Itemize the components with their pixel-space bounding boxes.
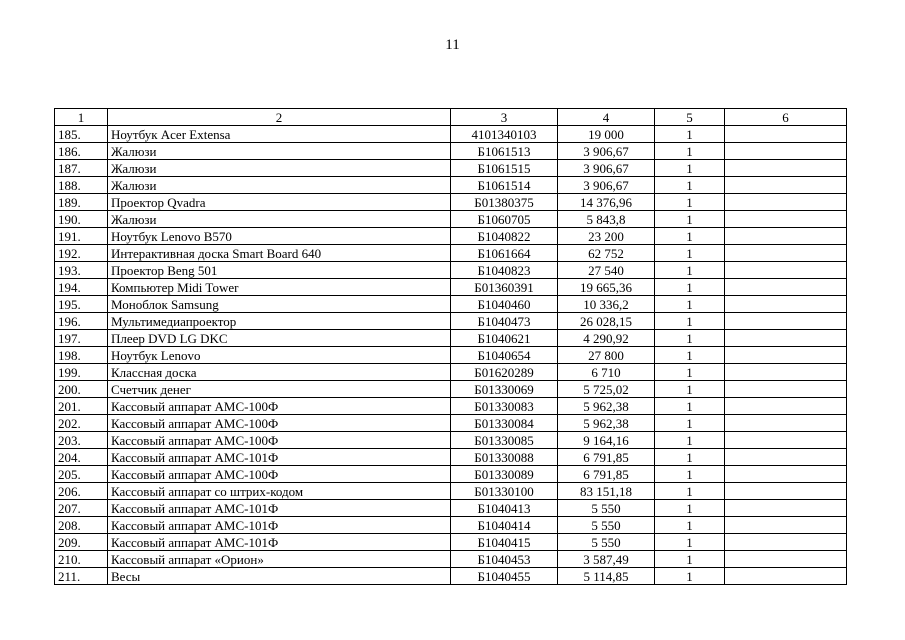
cost-cell: 6 791,85 <box>558 466 655 483</box>
quantity-cell: 1 <box>655 313 725 330</box>
column-header-3: 3 <box>451 109 558 126</box>
cost-cell: 27 800 <box>558 347 655 364</box>
inventory-code-cell: Б01330085 <box>451 432 558 449</box>
inventory-code-cell: Б1061515 <box>451 160 558 177</box>
item-name-cell: Кассовый аппарат АМС-101Ф <box>108 500 451 517</box>
table-row <box>55 364 847 381</box>
inventory-code-cell: Б1040823 <box>451 262 558 279</box>
header-row <box>55 109 847 126</box>
row-number-cell: 200. <box>55 381 108 398</box>
quantity-cell: 1 <box>655 143 725 160</box>
row-number-cell: 199. <box>55 364 108 381</box>
note-cell <box>725 228 847 245</box>
inventory-code-cell: Б01330089 <box>451 466 558 483</box>
cost-cell: 5 550 <box>558 500 655 517</box>
item-name-cell: Проектор Beng 501 <box>108 262 451 279</box>
row-number-cell: 197. <box>55 330 108 347</box>
table-row <box>55 500 847 517</box>
item-name-cell: Жалюзи <box>108 160 451 177</box>
item-name-cell: Ноутбук Lenovo <box>108 347 451 364</box>
quantity-cell: 1 <box>655 262 725 279</box>
inventory-code-cell: Б1061514 <box>451 177 558 194</box>
item-name-cell: Кассовый аппарат «Орион» <box>108 551 451 568</box>
row-number-cell: 192. <box>55 245 108 262</box>
item-name-cell: Интерактивная доска Smart Board 640 <box>108 245 451 262</box>
item-name-cell: Кассовый аппарат АМС-100Ф <box>108 415 451 432</box>
table-row <box>55 551 847 568</box>
cost-cell: 5 962,38 <box>558 415 655 432</box>
inventory-code-cell: Б01330083 <box>451 398 558 415</box>
note-cell <box>725 517 847 534</box>
quantity-cell: 1 <box>655 398 725 415</box>
inventory-code-cell: Б1040460 <box>451 296 558 313</box>
cost-cell: 19 665,36 <box>558 279 655 296</box>
note-cell <box>725 126 847 143</box>
quantity-cell: 1 <box>655 415 725 432</box>
note-cell <box>725 160 847 177</box>
table-row <box>55 126 847 143</box>
inventory-code-cell: Б01330069 <box>451 381 558 398</box>
row-number-cell: 209. <box>55 534 108 551</box>
inventory-code-cell: Б1040822 <box>451 228 558 245</box>
quantity-cell: 1 <box>655 126 725 143</box>
item-name-cell: Компьютер Midi Tower <box>108 279 451 296</box>
item-name-cell: Классная доска <box>108 364 451 381</box>
table-row <box>55 432 847 449</box>
row-number-cell: 188. <box>55 177 108 194</box>
quantity-cell: 1 <box>655 296 725 313</box>
note-cell <box>725 177 847 194</box>
item-name-cell: Плеер DVD LG DKC <box>108 330 451 347</box>
note-cell <box>725 500 847 517</box>
inventory-code-cell: Б1061513 <box>451 143 558 160</box>
note-cell <box>725 296 847 313</box>
quantity-cell: 1 <box>655 517 725 534</box>
note-cell <box>725 279 847 296</box>
table-row <box>55 245 847 262</box>
quantity-cell: 1 <box>655 500 725 517</box>
item-name-cell: Кассовый аппарат АМС-100Ф <box>108 466 451 483</box>
column-header-1: 1 <box>55 109 108 126</box>
note-cell <box>725 466 847 483</box>
cost-cell: 9 164,16 <box>558 432 655 449</box>
note-cell <box>725 415 847 432</box>
quantity-cell: 1 <box>655 551 725 568</box>
inventory-code-cell: Б1040414 <box>451 517 558 534</box>
cost-cell: 5 550 <box>558 517 655 534</box>
quantity-cell: 1 <box>655 381 725 398</box>
row-number-cell: 193. <box>55 262 108 279</box>
row-number-cell: 205. <box>55 466 108 483</box>
note-cell <box>725 449 847 466</box>
row-number-cell: 203. <box>55 432 108 449</box>
item-name-cell: Кассовый аппарат АМС-101Ф <box>108 534 451 551</box>
quantity-cell: 1 <box>655 330 725 347</box>
note-cell <box>725 245 847 262</box>
row-number-cell: 208. <box>55 517 108 534</box>
note-cell <box>725 364 847 381</box>
item-name-cell: Весы <box>108 568 451 585</box>
item-name-cell: Моноблок Samsung <box>108 296 451 313</box>
note-cell <box>725 398 847 415</box>
table-row <box>55 262 847 279</box>
table-row <box>55 415 847 432</box>
item-name-cell: Кассовый аппарат АМС-100Ф <box>108 432 451 449</box>
table-row <box>55 517 847 534</box>
quantity-cell: 1 <box>655 432 725 449</box>
table-row <box>55 143 847 160</box>
inventory-code-cell: Б1040473 <box>451 313 558 330</box>
item-name-cell: Ноутбук Acer Extensa <box>108 126 451 143</box>
note-cell <box>725 262 847 279</box>
inventory-code-cell: Б1040415 <box>451 534 558 551</box>
quantity-cell: 1 <box>655 449 725 466</box>
table-row <box>55 177 847 194</box>
inventory-code-cell: Б1040654 <box>451 347 558 364</box>
inventory-code-cell: Б1040453 <box>451 551 558 568</box>
cost-cell: 62 752 <box>558 245 655 262</box>
note-cell <box>725 568 847 585</box>
quantity-cell: 1 <box>655 534 725 551</box>
note-cell <box>725 551 847 568</box>
row-number-cell: 195. <box>55 296 108 313</box>
table-row <box>55 398 847 415</box>
table-row <box>55 568 847 585</box>
table-row <box>55 483 847 500</box>
inventory-code-cell: Б1061664 <box>451 245 558 262</box>
table-row <box>55 160 847 177</box>
item-name-cell: Жалюзи <box>108 177 451 194</box>
row-number-cell: 190. <box>55 211 108 228</box>
table-row <box>55 330 847 347</box>
row-number-cell: 189. <box>55 194 108 211</box>
note-cell <box>725 211 847 228</box>
row-number-cell: 210. <box>55 551 108 568</box>
table-row <box>55 534 847 551</box>
table-row <box>55 449 847 466</box>
inventory-code-cell: 4101340103 <box>451 126 558 143</box>
row-number-cell: 202. <box>55 415 108 432</box>
row-number-cell: 191. <box>55 228 108 245</box>
cost-cell: 3 906,67 <box>558 160 655 177</box>
table-row <box>55 228 847 245</box>
quantity-cell: 1 <box>655 568 725 585</box>
inventory-code-cell: Б01330084 <box>451 415 558 432</box>
column-header-5: 5 <box>655 109 725 126</box>
column-header-2: 2 <box>108 109 451 126</box>
cost-cell: 26 028,15 <box>558 313 655 330</box>
inventory-code-cell: Б01380375 <box>451 194 558 211</box>
row-number-cell: 186. <box>55 143 108 160</box>
note-cell <box>725 313 847 330</box>
cost-cell: 3 906,67 <box>558 177 655 194</box>
cost-cell: 6 710 <box>558 364 655 381</box>
quantity-cell: 1 <box>655 177 725 194</box>
row-number-cell: 187. <box>55 160 108 177</box>
item-name-cell: Проектор Qvadra <box>108 194 451 211</box>
column-header-4: 4 <box>558 109 655 126</box>
inventory-table <box>54 108 847 585</box>
cost-cell: 5 725,02 <box>558 381 655 398</box>
row-number-cell: 206. <box>55 483 108 500</box>
row-number-cell: 201. <box>55 398 108 415</box>
cost-cell: 83 151,18 <box>558 483 655 500</box>
item-name-cell: Жалюзи <box>108 211 451 228</box>
note-cell <box>725 432 847 449</box>
note-cell <box>725 143 847 160</box>
row-number-cell: 185. <box>55 126 108 143</box>
inventory-code-cell: Б01360391 <box>451 279 558 296</box>
row-number-cell: 204. <box>55 449 108 466</box>
cost-cell: 5 114,85 <box>558 568 655 585</box>
inventory-code-cell: Б01620289 <box>451 364 558 381</box>
note-cell <box>725 330 847 347</box>
item-name-cell: Жалюзи <box>108 143 451 160</box>
cost-cell: 4 290,92 <box>558 330 655 347</box>
quantity-cell: 1 <box>655 211 725 228</box>
note-cell <box>725 381 847 398</box>
cost-cell: 23 200 <box>558 228 655 245</box>
row-number-cell: 211. <box>55 568 108 585</box>
row-number-cell: 196. <box>55 313 108 330</box>
note-cell <box>725 483 847 500</box>
quantity-cell: 1 <box>655 364 725 381</box>
item-name-cell: Кассовый аппарат АМС-101Ф <box>108 449 451 466</box>
cost-cell: 19 000 <box>558 126 655 143</box>
cost-cell: 5 843,8 <box>558 211 655 228</box>
table-row <box>55 381 847 398</box>
table-row <box>55 313 847 330</box>
cost-cell: 3 906,67 <box>558 143 655 160</box>
item-name-cell: Ноутбук Lenovo B570 <box>108 228 451 245</box>
note-cell <box>725 347 847 364</box>
inventory-code-cell: Б1060705 <box>451 211 558 228</box>
table-body <box>55 126 847 585</box>
item-name-cell: Кассовый аппарат АМС-100Ф <box>108 398 451 415</box>
row-number-cell: 194. <box>55 279 108 296</box>
table-row <box>55 194 847 211</box>
quantity-cell: 1 <box>655 194 725 211</box>
quantity-cell: 1 <box>655 347 725 364</box>
quantity-cell: 1 <box>655 228 725 245</box>
quantity-cell: 1 <box>655 279 725 296</box>
quantity-cell: 1 <box>655 483 725 500</box>
note-cell <box>725 194 847 211</box>
inventory-code-cell: Б01330088 <box>451 449 558 466</box>
column-header-6: 6 <box>725 109 847 126</box>
cost-cell: 6 791,85 <box>558 449 655 466</box>
table-row <box>55 211 847 228</box>
table-row <box>55 466 847 483</box>
inventory-code-cell: Б1040413 <box>451 500 558 517</box>
table-row <box>55 296 847 313</box>
cost-cell: 5 962,38 <box>558 398 655 415</box>
inventory-code-cell: Б1040621 <box>451 330 558 347</box>
quantity-cell: 1 <box>655 160 725 177</box>
table-row <box>55 347 847 364</box>
note-cell <box>725 534 847 551</box>
cost-cell: 3 587,49 <box>558 551 655 568</box>
item-name-cell: Счетчик денег <box>108 381 451 398</box>
inventory-code-cell: Б01330100 <box>451 483 558 500</box>
quantity-cell: 1 <box>655 466 725 483</box>
cost-cell: 14 376,96 <box>558 194 655 211</box>
quantity-cell: 1 <box>655 245 725 262</box>
inventory-code-cell: Б1040455 <box>451 568 558 585</box>
row-number-cell: 207. <box>55 500 108 517</box>
cost-cell: 27 540 <box>558 262 655 279</box>
cost-cell: 10 336,2 <box>558 296 655 313</box>
page-number: 11 <box>445 37 460 53</box>
row-number-cell: 198. <box>55 347 108 364</box>
table-row <box>55 279 847 296</box>
item-name-cell: Мультимедиапроектор <box>108 313 451 330</box>
cost-cell: 5 550 <box>558 534 655 551</box>
item-name-cell: Кассовый аппарат АМС-101Ф <box>108 517 451 534</box>
item-name-cell: Кассовый аппарат со штрих-кодом <box>108 483 451 500</box>
